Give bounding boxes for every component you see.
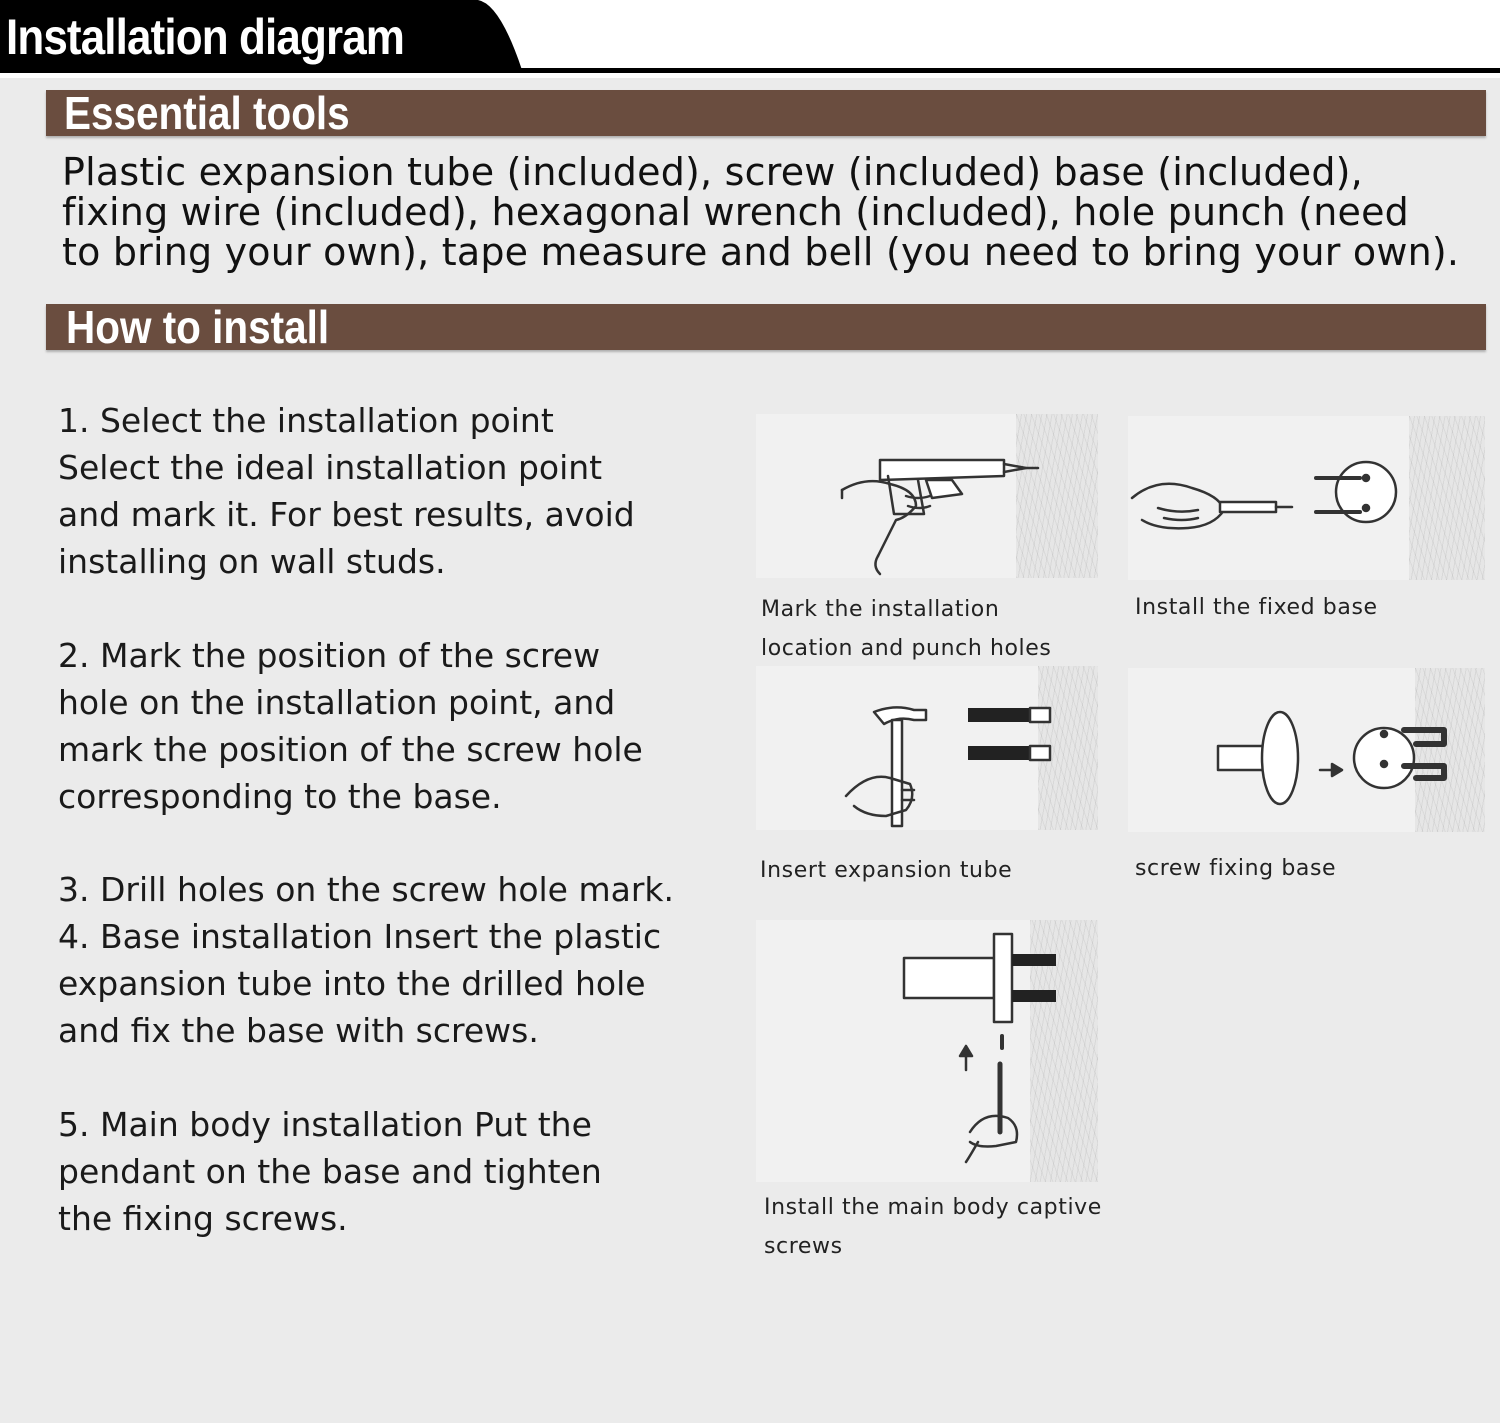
drill-icon xyxy=(756,414,1098,578)
step-line: Select the ideal installation point xyxy=(58,448,603,487)
figure-screwdriver-caption xyxy=(1135,588,1378,627)
section-heading-how-to-install: How to install xyxy=(66,301,330,353)
hex-wrench-icon xyxy=(756,920,1098,1182)
hammer-icon xyxy=(756,666,1098,830)
tools-line: to bring your own), tape measure and bell (you need to bring your own). xyxy=(62,230,1460,274)
step-line: 3. Drill holes on the screw hole mark. xyxy=(58,870,675,909)
section-essential-tools xyxy=(46,87,1486,139)
caption-line: Mark the installation xyxy=(761,597,1000,622)
caption-line: Insert expansion tube xyxy=(760,858,1013,883)
caption-line: location and punch holes xyxy=(761,636,1052,661)
figure-wrench-panel xyxy=(756,920,1098,1182)
step-1 xyxy=(58,397,738,585)
section-how-to-install xyxy=(46,301,1486,353)
step-line: corresponding to the base. xyxy=(58,777,502,816)
caption-line: screws xyxy=(764,1234,843,1259)
section-heading-essential-tools: Essential tools xyxy=(64,87,350,139)
figure-hammer-panel xyxy=(756,666,1098,830)
step-2 xyxy=(58,632,738,820)
title-bar xyxy=(0,0,1500,78)
screwdriver-icon xyxy=(1128,416,1485,580)
step-line: installing on wall studs. xyxy=(58,542,446,581)
step-line: and mark it. For best results, avoid xyxy=(58,495,635,534)
tools-line: fixing wire (included), hexagonal wrench (included), hole punch (need xyxy=(62,190,1409,234)
step-line: mark the position of the screw hole xyxy=(58,730,643,769)
step-3-4 xyxy=(58,866,738,1054)
figure-base-panel xyxy=(1128,668,1485,832)
step-line: pendant on the base and tighten xyxy=(58,1152,602,1191)
step-line: 4. Base installation Insert the plastic xyxy=(58,917,662,956)
step-line: and fix the base with screws. xyxy=(58,1011,539,1050)
title-underline xyxy=(0,68,1500,73)
step-5 xyxy=(58,1101,738,1242)
figure-drill-panel xyxy=(756,414,1098,578)
caption-line: Install the fixed base xyxy=(1135,595,1378,620)
page-title: Installation diagram xyxy=(6,9,405,65)
base-mount-icon xyxy=(1128,668,1485,832)
step-line: 1. Select the installation point xyxy=(58,401,554,440)
tools-description xyxy=(62,152,1492,272)
figure-base-caption xyxy=(1135,849,1336,888)
caption-line: screw fixing base xyxy=(1135,856,1337,881)
caption-line: Install the main body captive xyxy=(764,1195,1102,1220)
step-line: 5. Main body installation Put the xyxy=(58,1105,592,1144)
step-line: the fixing screws. xyxy=(58,1199,348,1238)
figure-hammer-caption xyxy=(760,851,1012,890)
step-line: expansion tube into the drilled hole xyxy=(58,964,646,1003)
figure-wrench-caption xyxy=(764,1188,1102,1266)
figure-screwdriver-panel xyxy=(1128,416,1485,580)
figure-drill-caption xyxy=(761,590,1051,668)
tools-line: Plastic expansion tube (included), screw (included) base (included), xyxy=(62,150,1363,194)
step-line: hole on the installation point, and xyxy=(58,683,616,722)
step-line: 2. Mark the position of the screw xyxy=(58,636,601,675)
